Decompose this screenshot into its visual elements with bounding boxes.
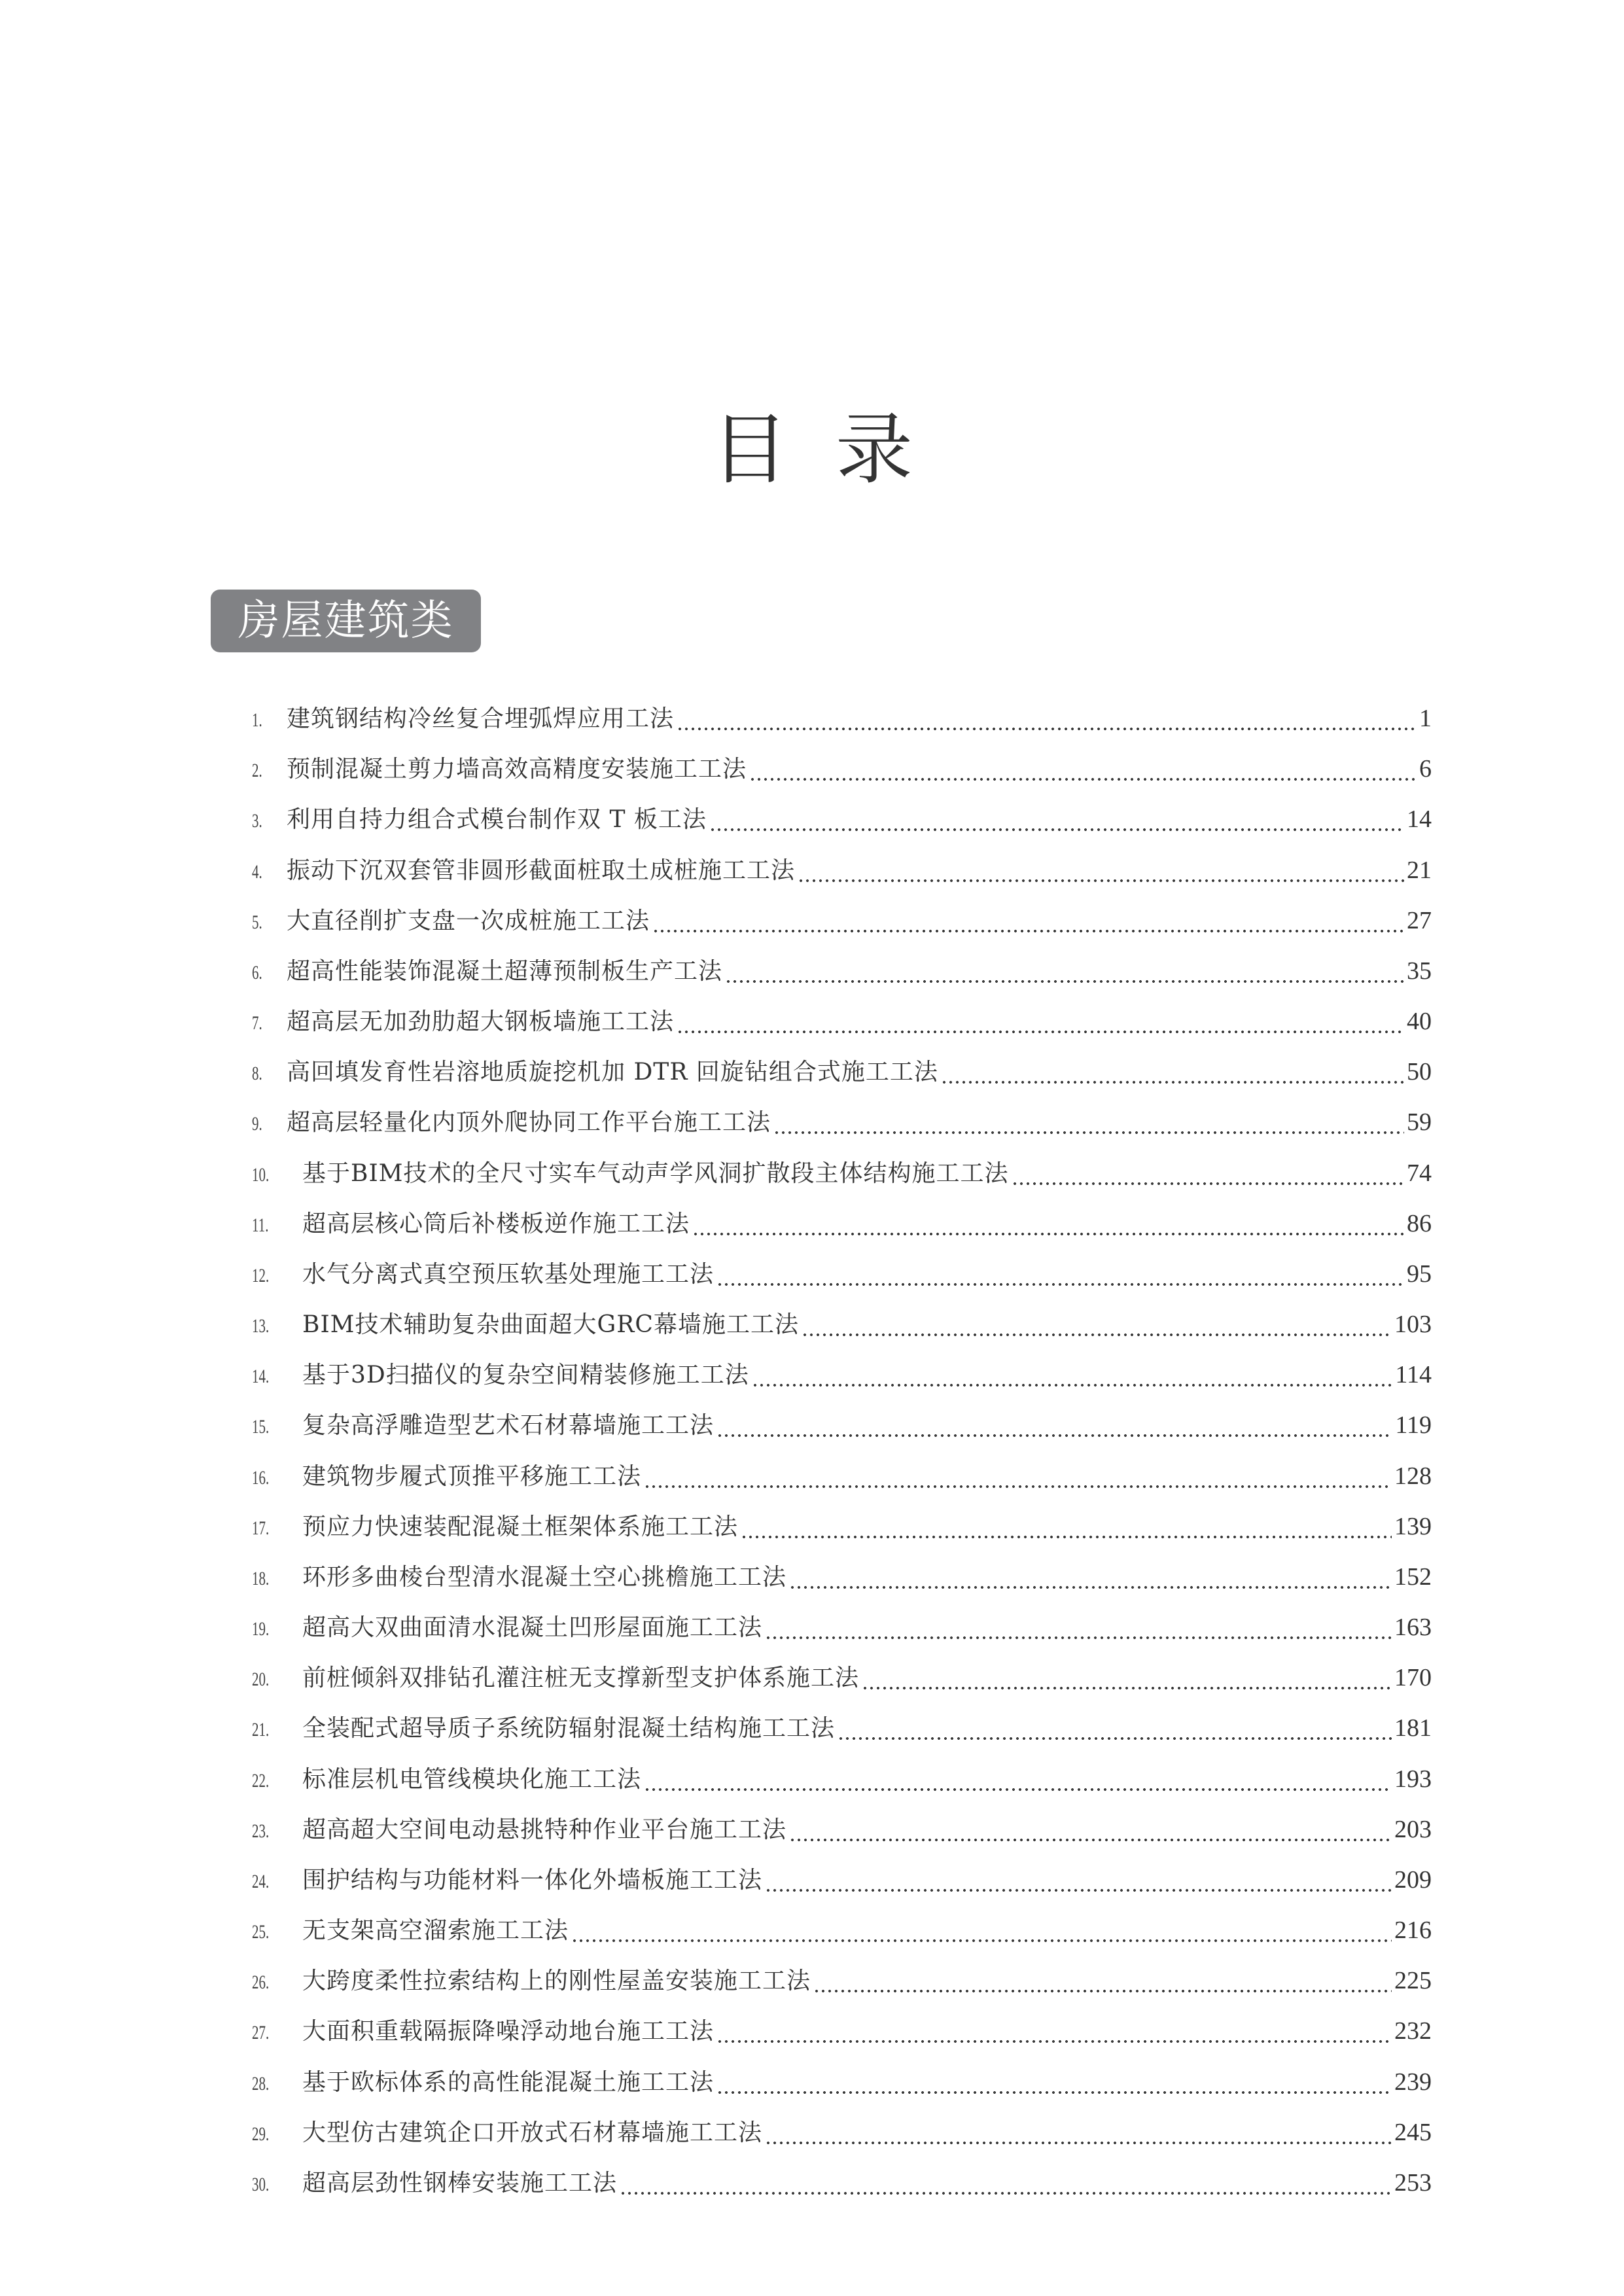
toc-entry[interactable] (252, 1053, 1432, 1093)
entry-number: 2. (252, 760, 262, 782)
dot-leader (752, 1384, 1393, 1386)
entry-number: 19. (252, 1618, 270, 1640)
toc-entry[interactable] (252, 801, 1432, 840)
dot-leader (941, 1081, 1404, 1084)
toc-entry[interactable] (252, 1104, 1432, 1143)
toc-entry[interactable] (252, 1407, 1432, 1446)
entry-number: 14. (252, 1366, 270, 1388)
entry-page-number[interactable]: 216 (1394, 1916, 1432, 1945)
toc-entry[interactable] (252, 1710, 1432, 1749)
entry-title[interactable]: BIM技术辅助复杂曲面超大GRC幕墙施工工法 (302, 1311, 799, 1339)
page-title (0, 400, 1624, 499)
entry-page-number[interactable]: 128 (1394, 1462, 1432, 1490)
dot-leader (749, 778, 1417, 781)
entry-page-number[interactable]: 14 (1407, 805, 1432, 834)
toc-entry[interactable] (252, 1458, 1432, 1497)
title-char-1: 目 (711, 404, 788, 495)
entry-number: 17. (252, 1517, 270, 1539)
entry-title[interactable]: 复杂高浮雕造型艺术石材幕墙施工工法 (302, 1412, 715, 1439)
entry-number: 18. (252, 1567, 270, 1589)
entry-title[interactable]: 全装配式超导质子系统防辐射混凝土结构施工工法 (302, 1715, 836, 1742)
entry-title[interactable]: 大面积重载隔振降噪浮动地台施工工法 (302, 2018, 715, 2045)
entry-number: 7. (252, 1012, 262, 1034)
entry-title[interactable]: 标准层机电管线模块化施工工法 (302, 1765, 642, 1793)
entry-title[interactable]: 超高超大空间电动悬挑特种作业平台施工工法 (302, 1816, 787, 1843)
entry-title[interactable]: 超高大双曲面清水混凝土凹形屋面施工工法 (302, 1614, 763, 1642)
entry-page-number[interactable]: 21 (1407, 856, 1432, 884)
entry-number: 12. (252, 1264, 270, 1286)
toc-entry[interactable] (252, 1862, 1432, 1901)
dot-leader (741, 1536, 1392, 1538)
dot-leader (709, 828, 1404, 831)
entry-number: 27. (252, 2022, 270, 2044)
entry-number: 25. (252, 1921, 270, 1943)
toc-entry[interactable] (252, 1155, 1432, 1194)
entry-number: 20. (252, 1669, 270, 1691)
dot-leader (1012, 1182, 1404, 1185)
toc-entry[interactable] (252, 1811, 1432, 1850)
entry-title[interactable]: 前桩倾斜双排钻孔灌注桩无支撑新型支护体系施工法 (302, 1665, 860, 1692)
entry-title[interactable]: 大直径削扩支盘一次成桩施工工法 (287, 907, 650, 934)
dot-leader (813, 1990, 1392, 1992)
entry-title[interactable]: 基于欧标体系的高性能混凝土施工工法 (302, 2068, 715, 2096)
entry-title[interactable]: 建筑物步履式顶推平移施工工法 (302, 1462, 642, 1490)
dot-leader (725, 980, 1404, 983)
entry-title[interactable]: 大型仿古建筑企口开放式石材幕墙施工工法 (302, 2119, 763, 2146)
entry-title[interactable]: 无支架高空溜索施工工法 (302, 1917, 569, 1945)
entry-number: 28. (252, 2072, 270, 2094)
entry-page-number[interactable]: 152 (1394, 1563, 1432, 1591)
entry-title[interactable]: 围护结构与功能材料一体化外墙板施工工法 (302, 1866, 763, 1894)
toc-entry[interactable] (252, 2114, 1432, 2153)
dot-leader (571, 1939, 1392, 1942)
entry-number: 15. (252, 1416, 270, 1438)
entry-page-number[interactable]: 6 (1419, 755, 1432, 783)
toc-entry[interactable] (252, 700, 1432, 739)
entry-page-number[interactable]: 50 (1407, 1058, 1432, 1086)
entry-number: 9. (252, 1113, 262, 1135)
entry-number: 11. (252, 1214, 269, 1236)
entry-number: 23. (252, 1820, 270, 1842)
entry-page-number[interactable]: 193 (1394, 1765, 1432, 1793)
toc-entry[interactable] (252, 751, 1432, 790)
entry-title[interactable]: 超高层无加劲肋超大钢板墙施工工法 (287, 1008, 675, 1036)
toc-entry[interactable] (252, 2013, 1432, 2052)
entry-page-number[interactable]: 86 (1407, 1209, 1432, 1237)
toc-entry[interactable] (252, 1205, 1432, 1245)
toc-entry[interactable] (252, 1356, 1432, 1396)
entry-page-number[interactable]: 114 (1395, 1361, 1432, 1389)
entry-page-number[interactable]: 181 (1394, 1714, 1432, 1742)
dot-leader (765, 1636, 1392, 1639)
toc-entry[interactable] (252, 902, 1432, 942)
toc-entry[interactable] (252, 1003, 1432, 1042)
entry-title[interactable]: 基于BIM技术的全尺寸实车气动声学风洞扩散段主体结构施工工法 (302, 1159, 1009, 1187)
entry-page-number[interactable]: 27 (1407, 906, 1432, 934)
entry-title[interactable]: 环形多曲棱台型清水混凝土空心挑檐施工工法 (302, 1563, 787, 1591)
dot-leader (620, 2192, 1392, 2195)
toc-entry[interactable] (252, 2064, 1432, 2103)
entry-title[interactable]: 超高层轻量化内顶外爬协同工作平台施工工法 (287, 1109, 771, 1137)
dot-leader (765, 1889, 1392, 1892)
dot-leader (716, 2040, 1392, 2043)
toc-entry[interactable] (252, 1659, 1432, 1699)
entry-page-number[interactable]: 253 (1394, 2168, 1432, 2197)
entry-number: 3. (252, 810, 262, 832)
toc-entry[interactable] (252, 1559, 1432, 1598)
entry-title[interactable]: 高回填发育性岩溶地质旋挖机加 DTR 回旋钻组合式施工工法 (287, 1059, 938, 1086)
dot-leader (773, 1131, 1404, 1134)
entry-title[interactable]: 水气分离式真空预压软基处理施工工法 (302, 1260, 715, 1288)
toc-entry[interactable] (252, 953, 1432, 992)
dot-leader (677, 728, 1417, 730)
toc-entry[interactable] (252, 1609, 1432, 1648)
entry-number: 30. (252, 2173, 270, 2195)
dot-leader (677, 1031, 1404, 1033)
entry-title[interactable]: 建筑钢结构冷丝复合埋弧焊应用工法 (287, 705, 675, 732)
toc-entry[interactable] (252, 1912, 1432, 1951)
entry-page-number[interactable]: 35 (1407, 957, 1432, 985)
entry-page-number[interactable]: 232 (1394, 2017, 1432, 2045)
entry-page-number[interactable]: 40 (1407, 1008, 1432, 1036)
toc-entry[interactable] (252, 1256, 1432, 1295)
entry-page-number[interactable]: 1 (1419, 705, 1432, 732)
entry-title[interactable]: 大跨度柔性拉索结构上的刚性屋盖安装施工工法 (302, 1968, 811, 1995)
entry-number: 4. (252, 860, 262, 883)
entry-title[interactable]: 超高层核心筒后补楼板逆作施工工法 (302, 1210, 690, 1237)
entry-page-number[interactable]: 245 (1394, 2118, 1432, 2146)
entry-title[interactable]: 预制混凝土剪力墙高效高精度安装施工工法 (287, 756, 747, 783)
toc-entry[interactable] (252, 1761, 1432, 1800)
entry-number: 29. (252, 2123, 270, 2145)
dot-leader (789, 1586, 1392, 1589)
entry-number: 1. (252, 709, 262, 731)
entry-page-number[interactable]: 119 (1395, 1411, 1432, 1439)
entry-title[interactable]: 预应力快速装配混凝土框架体系施工工法 (302, 1513, 739, 1540)
dot-leader (798, 879, 1404, 882)
dot-leader (802, 1333, 1392, 1336)
entry-title[interactable]: 超高层劲性钢棒安装施工工法 (302, 2169, 618, 2197)
entry-title[interactable]: 利用自持力组合式模台制作双 T 板工法 (287, 806, 707, 834)
section-badge: 房屋建筑类 (211, 590, 481, 652)
entry-page-number[interactable]: 139 (1394, 1512, 1432, 1540)
entry-number: 21. (252, 1719, 270, 1741)
entry-number: 16. (252, 1466, 270, 1489)
entry-page-number[interactable]: 209 (1394, 1865, 1432, 1894)
entry-number: 26. (252, 1971, 270, 1994)
entry-page-number[interactable]: 95 (1407, 1260, 1432, 1288)
entry-page-number[interactable]: 163 (1394, 1614, 1432, 1642)
dot-leader (644, 1788, 1392, 1791)
entry-title[interactable]: 振动下沉双套管非圆形截面桩取土成桩施工工法 (287, 857, 796, 884)
toc-entry[interactable] (252, 1508, 1432, 1547)
entry-number: 10. (252, 1163, 270, 1186)
entry-page-number[interactable]: 239 (1394, 2068, 1432, 2096)
dot-leader (644, 1485, 1392, 1488)
entry-page-number[interactable]: 203 (1394, 1815, 1432, 1843)
dot-leader (716, 1283, 1404, 1286)
dot-leader (692, 1233, 1404, 1235)
entry-number: 6. (252, 961, 262, 983)
toc-entry[interactable] (252, 1962, 1432, 2002)
dot-leader (716, 2091, 1392, 2094)
entry-page-number[interactable]: 59 (1407, 1108, 1432, 1137)
dot-leader (862, 1687, 1392, 1689)
entry-title[interactable]: 基于3D扫描仪的复杂空间精装修施工工法 (302, 1362, 749, 1389)
toc-entry[interactable] (252, 852, 1432, 891)
toc-entry[interactable] (252, 2164, 1432, 2204)
entry-number: 24. (252, 1870, 270, 1892)
entry-page-number[interactable]: 103 (1394, 1311, 1432, 1339)
dot-leader (765, 2142, 1392, 2144)
entry-page-number[interactable]: 225 (1394, 1967, 1432, 1995)
title-char-2: 录 (835, 404, 913, 495)
toc-entry[interactable] (252, 1306, 1432, 1345)
entry-title[interactable]: 超高性能装饰混凝土超薄预制板生产工法 (287, 957, 723, 985)
entry-page-number[interactable]: 74 (1407, 1159, 1432, 1187)
dot-leader (652, 930, 1404, 932)
entry-number: 5. (252, 911, 262, 933)
dot-leader (716, 1434, 1392, 1437)
dot-leader (838, 1737, 1392, 1740)
entry-page-number[interactable]: 170 (1394, 1664, 1432, 1692)
dot-leader (789, 1839, 1392, 1841)
entry-number: 13. (252, 1315, 270, 1337)
entry-number: 8. (252, 1063, 262, 1085)
entry-number: 22. (252, 1769, 270, 1792)
